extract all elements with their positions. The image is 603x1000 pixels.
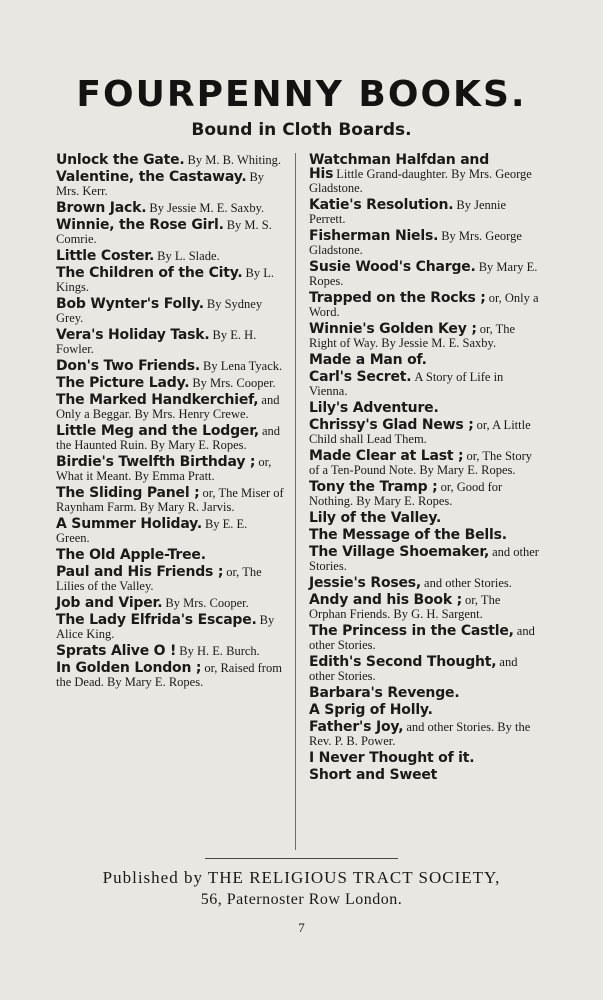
book-entry <box>56 393 284 421</box>
book-details: or, Raised from the Dead. By Mary E. Ropes. <box>56 661 282 689</box>
book-entry <box>309 624 539 652</box>
book-details: By M. B. Whiting. <box>187 153 282 167</box>
book-entry <box>309 593 539 621</box>
book-title: Made Clear at Last ; <box>309 448 464 464</box>
book-entry <box>56 170 284 198</box>
book-details: By H. E. Burch. <box>179 644 260 658</box>
page-title: FOURPENNY BOOKS. <box>76 74 527 115</box>
book-details: By L. Kings. <box>56 266 275 294</box>
book-title: Vera's Holiday Task. <box>56 327 210 343</box>
book-entry <box>309 655 539 683</box>
book-entry <box>56 455 284 483</box>
book-title: Trapped on the Rocks ; <box>309 290 486 306</box>
book-title: Andy and his Book ; <box>309 592 462 608</box>
book-title: The Sliding Panel ; <box>56 485 200 501</box>
book-entry <box>56 297 284 325</box>
book-details: By Mrs. Cooper. <box>192 376 276 390</box>
book-entry <box>309 401 539 415</box>
book-entry <box>309 291 539 319</box>
book-details: and Only a Beggar. By Mrs. Henry Crewe. <box>56 393 280 421</box>
book-details: By Jennie Perrett. <box>309 198 507 226</box>
book-title: Don's Two Friends. <box>56 358 201 374</box>
book-title: Fisherman Niels. <box>309 228 439 244</box>
book-title: Tony the Tramp ; <box>309 479 438 495</box>
book-entry <box>309 153 539 195</box>
book-entry <box>56 565 284 593</box>
book-entry <box>309 528 539 542</box>
book-title: Made a Man of. <box>309 352 427 368</box>
book-title: The Message of the Bells. <box>309 527 507 543</box>
book-details: Little Grand-daughter. By Mrs. George Gladstone. <box>309 167 532 195</box>
book-entry <box>56 548 284 562</box>
book-entry <box>309 751 539 765</box>
book-entry <box>309 480 539 508</box>
book-details: By M. S. Comrie. <box>56 218 272 246</box>
book-title: Chrissy's Glad News ; <box>309 417 474 433</box>
book-title: The Marked Handkerchief, <box>56 392 259 408</box>
book-title: Little Coster. <box>56 248 155 264</box>
book-title: Winnie's Golden Key ; <box>309 321 477 337</box>
book-title: Brown Jack. <box>56 200 147 216</box>
book-entry <box>309 449 539 477</box>
book-entry <box>309 418 539 446</box>
book-title: Watchman Halfdan and His <box>309 152 490 182</box>
book-entry <box>309 353 539 367</box>
book-details: and other Stories. <box>309 624 535 652</box>
book-entry <box>309 229 539 257</box>
book-entry <box>309 703 539 717</box>
book-title: In Golden London ; <box>56 660 202 676</box>
book-details: and other Stories. <box>309 545 539 573</box>
book-title: Job and Viper. <box>56 595 163 611</box>
book-title: I Never Thought of it. <box>309 750 475 766</box>
book-entry <box>309 720 539 748</box>
book-entry <box>309 511 539 525</box>
book-entry <box>56 644 284 658</box>
book-entry <box>56 153 284 167</box>
book-title: Short and Sweet <box>309 767 438 783</box>
book-details: or, The Miser of Raynham Farm. By Mary R. Jarvis. <box>56 486 284 514</box>
book-entry <box>56 517 284 545</box>
book-entry <box>309 545 539 573</box>
book-details: and the Haunted Ruin. By Mary E. Ropes. <box>56 424 281 452</box>
book-entry <box>56 486 284 514</box>
book-entry <box>309 322 539 350</box>
book-entry <box>56 661 284 689</box>
book-title: Lily's Adventure. <box>309 400 439 416</box>
left-book-list <box>56 153 284 692</box>
book-details: By Alice King. <box>56 613 275 641</box>
book-details: or, Good for Nothing. By Mary E. Ropes. <box>309 480 503 508</box>
book-entry <box>309 768 539 782</box>
book-details: or, The Story of a Ten-Pound Note. By Mary E. Ropes. <box>309 449 533 477</box>
book-details: and other Stories. <box>424 576 512 590</box>
book-details: By Lena Tyack. <box>203 359 283 373</box>
book-title: A Sprig of Holly. <box>309 702 433 718</box>
book-entry <box>309 370 539 398</box>
book-details: By Mrs. George Gladstone. <box>309 229 522 257</box>
book-entry <box>56 201 284 215</box>
book-entry <box>56 596 284 610</box>
book-title: Bob Wynter's Folly. <box>56 296 204 312</box>
book-details: By L. Slade. <box>157 249 220 263</box>
book-details: A Story of Life in Vienna. <box>309 370 504 398</box>
book-details: or, What it Meant. By Emma Pratt. <box>56 455 272 483</box>
book-details: or, A Little Child shall Lead Them. <box>309 418 531 446</box>
book-title: The Old Apple-Tree. <box>56 547 206 563</box>
book-title: The Village Shoemaker, <box>309 544 490 560</box>
book-details: or, Only a Word. <box>309 291 539 319</box>
book-title: Barbara's Revenge. <box>309 685 460 701</box>
book-details: and other Stories. By the Rev. P. B. Power. <box>309 720 531 748</box>
book-details: By Mrs. Cooper. <box>165 596 249 610</box>
book-title: Father's Joy, <box>309 719 404 735</box>
book-title: The Princess in the Castle, <box>309 623 514 639</box>
publisher-line: Published by THE RELIGIOUS TRACT SOCIETY, <box>102 868 501 887</box>
footer-rule <box>205 858 398 859</box>
book-title: The Picture Lady. <box>56 375 190 391</box>
book-details: and other Stories. <box>309 655 518 683</box>
book-entry <box>56 328 284 356</box>
right-book-list <box>309 153 539 785</box>
book-entry <box>56 218 284 246</box>
book-title: Sprats Alive O ! <box>56 643 177 659</box>
book-title: Jessie's Roses, <box>309 575 422 591</box>
book-title: Lily of the Valley. <box>309 510 442 526</box>
book-entry <box>56 613 284 641</box>
column-divider <box>295 153 296 850</box>
book-title: Edith's Second Thought, <box>309 654 497 670</box>
book-details: or, The Right of Way. By Jessie M. E. Saxby. <box>309 322 516 350</box>
book-details: or, The Orphan Friends. By G. H. Sargent. <box>309 593 501 621</box>
page-subtitle: Bound in Cloth Boards. <box>191 120 412 140</box>
book-title: Unlock the Gate. <box>56 152 185 168</box>
book-details: By Sydney Grey. <box>56 297 263 325</box>
book-title: The Children of the City. <box>56 265 243 281</box>
book-entry <box>56 424 284 452</box>
book-entry <box>309 260 539 288</box>
book-title: Carl's Secret. <box>309 369 412 385</box>
book-entry <box>309 686 539 700</box>
book-details: By E. H. Fowler. <box>56 328 257 356</box>
book-entry <box>56 266 284 294</box>
book-entry <box>56 249 284 263</box>
book-entry <box>309 576 539 590</box>
page-number: 7 <box>298 920 305 935</box>
book-entry <box>309 198 539 226</box>
book-details: By Jessie M. E. Saxby. <box>149 201 265 215</box>
book-title: The Lady Elfrida's Escape. <box>56 612 257 628</box>
book-details: By Mary E. Ropes. <box>309 260 538 288</box>
book-details: By E. E. Green. <box>56 517 248 545</box>
book-details: By Mrs. Kerr. <box>56 170 265 198</box>
publisher-address: 56, Paternoster Row London. <box>200 891 403 908</box>
book-title: Birdie's Twelfth Birthday ; <box>56 454 256 470</box>
book-title: Winnie, the Rose Girl. <box>56 217 224 233</box>
book-title: Katie's Resolution. <box>309 197 454 213</box>
book-entry <box>56 376 284 390</box>
book-title: Susie Wood's Charge. <box>309 259 476 275</box>
book-entry <box>56 359 284 373</box>
book-title: A Summer Holiday. <box>56 516 202 532</box>
book-title: Paul and His Friends ; <box>56 564 224 580</box>
book-title: Little Meg and the Lodger, <box>56 423 259 439</box>
book-title: Valentine, the Castaway. <box>56 169 247 185</box>
book-details: or, The Lilies of the Valley. <box>56 565 262 593</box>
